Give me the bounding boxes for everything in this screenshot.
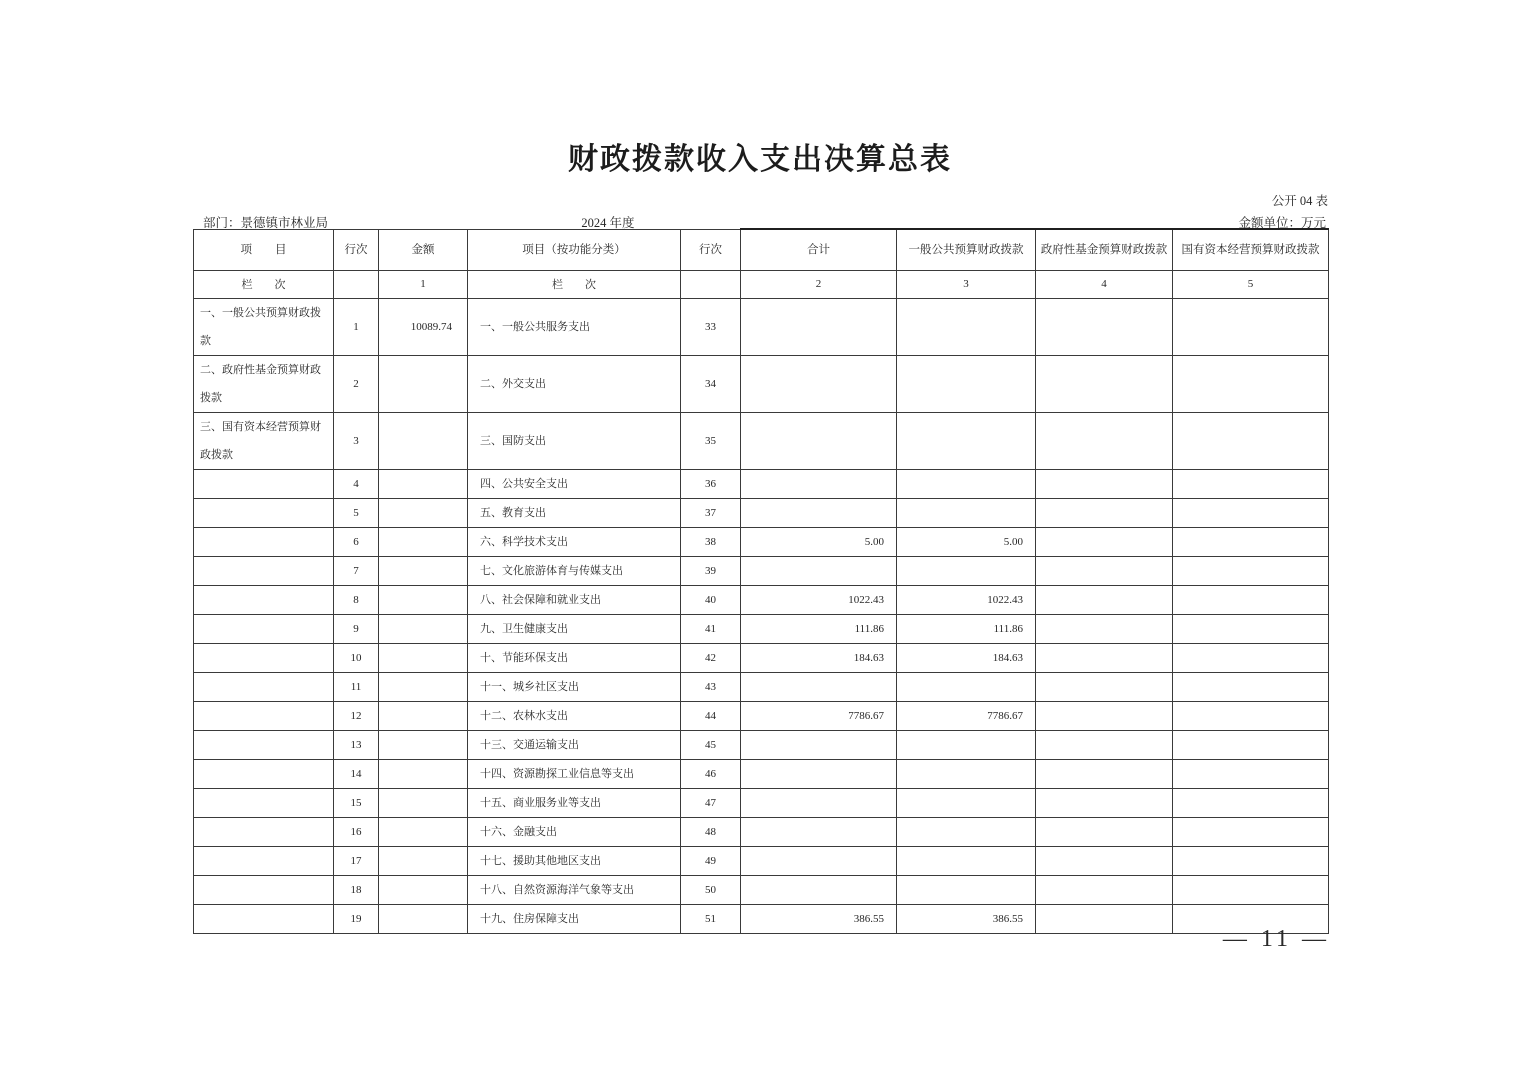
- cell-func-item: 十四、资源勘探工业信息等支出: [468, 759, 681, 788]
- table-row: [194, 469, 1329, 498]
- cell-func-item: 五、教育支出: [468, 498, 681, 527]
- cell-line: 18: [334, 875, 379, 904]
- table-row: [194, 817, 1329, 846]
- cell-line: 14: [334, 759, 379, 788]
- index-cell: 3: [897, 270, 1036, 298]
- cell-gov-fund: [1036, 556, 1173, 585]
- cell-total: [741, 556, 897, 585]
- index-cell: 栏 次: [468, 270, 681, 298]
- cell-amount: [379, 585, 468, 614]
- cell-line: 19: [334, 904, 379, 933]
- cell-item: [194, 759, 334, 788]
- table-row: [194, 846, 1329, 875]
- cell-func-item: 六、科学技术支出: [468, 527, 681, 556]
- cell-general: 111.86: [897, 614, 1036, 643]
- department-label: 部门：景德镇市林业局: [203, 216, 329, 230]
- cell-general: [897, 498, 1036, 527]
- cell-func-line: 43: [681, 672, 741, 701]
- table-row: [194, 412, 1329, 469]
- index-cell: [334, 270, 379, 298]
- cell-item: [194, 498, 334, 527]
- table-row: [194, 585, 1329, 614]
- cell-func-line: 35: [681, 412, 741, 469]
- cell-item: 三、国有资本经营预算财政拨款: [194, 412, 334, 469]
- cell-state-capital: [1173, 498, 1329, 527]
- cell-item: [194, 585, 334, 614]
- cell-general: [897, 556, 1036, 585]
- cell-amount: [379, 469, 468, 498]
- cell-func-line: 49: [681, 846, 741, 875]
- cell-gov-fund: [1036, 643, 1173, 672]
- cell-state-capital: [1173, 730, 1329, 759]
- table-row: [194, 498, 1329, 527]
- cell-item: [194, 672, 334, 701]
- cell-total: [741, 298, 897, 355]
- table-header-row: [194, 229, 1329, 270]
- cell-amount: [379, 759, 468, 788]
- cell-func-line: 38: [681, 527, 741, 556]
- table-row: [194, 672, 1329, 701]
- cell-func-item: 二、外交支出: [468, 355, 681, 412]
- cell-item: [194, 788, 334, 817]
- cell-total: 5.00: [741, 527, 897, 556]
- cell-total: 7786.67: [741, 701, 897, 730]
- cell-general: [897, 469, 1036, 498]
- cell-total: 184.63: [741, 643, 897, 672]
- cell-func-line: 41: [681, 614, 741, 643]
- cell-general: [897, 355, 1036, 412]
- cell-func-item: 十八、自然资源海洋气象等支出: [468, 875, 681, 904]
- cell-func-item: 十九、住房保障支出: [468, 904, 681, 933]
- cell-func-line: 34: [681, 355, 741, 412]
- cell-total: [741, 846, 897, 875]
- cell-gov-fund: [1036, 701, 1173, 730]
- cell-func-line: 40: [681, 585, 741, 614]
- col-header-amount: 金额: [379, 229, 468, 270]
- cell-func-item: 四、公共安全支出: [468, 469, 681, 498]
- cell-func-item: 十二、农林水支出: [468, 701, 681, 730]
- table-row: [194, 701, 1329, 730]
- page-title: 财政拨款收入支出决算总表: [568, 143, 952, 176]
- cell-gov-fund: [1036, 788, 1173, 817]
- cell-line: 10: [334, 643, 379, 672]
- cell-func-line: 36: [681, 469, 741, 498]
- cell-func-line: 50: [681, 875, 741, 904]
- cell-item: [194, 817, 334, 846]
- page-number: — 11 —: [1222, 926, 1330, 952]
- cell-line: 5: [334, 498, 379, 527]
- cell-item: [194, 701, 334, 730]
- cell-total: 111.86: [741, 614, 897, 643]
- cell-general: [897, 846, 1036, 875]
- cell-item: [194, 730, 334, 759]
- cell-item: [194, 846, 334, 875]
- cell-line: 7: [334, 556, 379, 585]
- cell-general: [897, 817, 1036, 846]
- cell-total: [741, 817, 897, 846]
- cell-func-item: 一、一般公共服务支出: [468, 298, 681, 355]
- cell-line: 3: [334, 412, 379, 469]
- cell-func-line: 48: [681, 817, 741, 846]
- cell-amount: [379, 875, 468, 904]
- cell-func-line: 33: [681, 298, 741, 355]
- cell-amount: [379, 614, 468, 643]
- cell-state-capital: [1173, 298, 1329, 355]
- table-row: [194, 527, 1329, 556]
- cell-func-line: 45: [681, 730, 741, 759]
- cell-state-capital: [1173, 759, 1329, 788]
- cell-amount: [379, 817, 468, 846]
- col-header-line-no-2: 行次: [681, 229, 741, 270]
- column-index-row: [194, 270, 1329, 298]
- cell-state-capital: [1173, 817, 1329, 846]
- cell-general: [897, 672, 1036, 701]
- table-code-label: 公开 04 表: [1271, 194, 1328, 208]
- cell-func-item: 十、节能环保支出: [468, 643, 681, 672]
- cell-total: 386.55: [741, 904, 897, 933]
- col-header-item: 项 目: [194, 229, 334, 270]
- fiscal-appropriation-table: [193, 228, 1329, 934]
- cell-amount: [379, 788, 468, 817]
- cell-func-line: 37: [681, 498, 741, 527]
- cell-state-capital: [1173, 527, 1329, 556]
- cell-state-capital: [1173, 412, 1329, 469]
- cell-general: 184.63: [897, 643, 1036, 672]
- cell-state-capital: [1173, 701, 1329, 730]
- cell-line: 4: [334, 469, 379, 498]
- cell-func-item: 十三、交通运输支出: [468, 730, 681, 759]
- cell-general: [897, 412, 1036, 469]
- cell-state-capital: [1173, 469, 1329, 498]
- cell-state-capital: [1173, 556, 1329, 585]
- cell-gov-fund: [1036, 469, 1173, 498]
- cell-amount: [379, 846, 468, 875]
- cell-func-item: 十五、商业服务业等支出: [468, 788, 681, 817]
- cell-general: 7786.67: [897, 701, 1036, 730]
- table-row: [194, 298, 1329, 355]
- cell-amount: [379, 701, 468, 730]
- cell-gov-fund: [1036, 846, 1173, 875]
- cell-gov-fund: [1036, 817, 1173, 846]
- index-cell: 栏 次: [194, 270, 334, 298]
- table-body: [194, 298, 1329, 933]
- cell-amount: [379, 498, 468, 527]
- cell-item: [194, 643, 334, 672]
- cell-gov-fund: [1036, 298, 1173, 355]
- cell-total: [741, 672, 897, 701]
- cell-func-item: 七、文化旅游体育与传媒支出: [468, 556, 681, 585]
- cell-amount: [379, 412, 468, 469]
- cell-general: [897, 788, 1036, 817]
- cell-gov-fund: [1036, 875, 1173, 904]
- index-cell: 2: [741, 270, 897, 298]
- cell-state-capital: [1173, 846, 1329, 875]
- cell-line: 17: [334, 846, 379, 875]
- cell-gov-fund: [1036, 730, 1173, 759]
- cell-state-capital: [1173, 672, 1329, 701]
- table-row: [194, 730, 1329, 759]
- cell-func-line: 39: [681, 556, 741, 585]
- cell-total: [741, 498, 897, 527]
- table-row: [194, 556, 1329, 585]
- cell-amount: [379, 355, 468, 412]
- index-cell: 5: [1173, 270, 1329, 298]
- cell-general: 5.00: [897, 527, 1036, 556]
- cell-state-capital: [1173, 614, 1329, 643]
- cell-state-capital: [1173, 875, 1329, 904]
- cell-item: 二、政府性基金预算财政拨款: [194, 355, 334, 412]
- cell-gov-fund: [1036, 527, 1173, 556]
- cell-total: [741, 412, 897, 469]
- cell-gov-fund: [1036, 614, 1173, 643]
- table-row: [194, 788, 1329, 817]
- cell-func-line: 42: [681, 643, 741, 672]
- table-row: [194, 875, 1329, 904]
- cell-amount: [379, 730, 468, 759]
- cell-line: 9: [334, 614, 379, 643]
- cell-general: [897, 730, 1036, 759]
- cell-func-item: 十六、金融支出: [468, 817, 681, 846]
- cell-state-capital: [1173, 355, 1329, 412]
- index-cell: 1: [379, 270, 468, 298]
- cell-amount: [379, 527, 468, 556]
- cell-line: 15: [334, 788, 379, 817]
- cell-general: [897, 298, 1036, 355]
- cell-general: [897, 875, 1036, 904]
- cell-item: [194, 469, 334, 498]
- cell-total: [741, 730, 897, 759]
- cell-item: [194, 527, 334, 556]
- cell-line: 1: [334, 298, 379, 355]
- table-row: [194, 643, 1329, 672]
- cell-state-capital: [1173, 643, 1329, 672]
- cell-line: 16: [334, 817, 379, 846]
- index-cell: 4: [1036, 270, 1173, 298]
- cell-line: 13: [334, 730, 379, 759]
- cell-total: [741, 788, 897, 817]
- cell-func-line: 47: [681, 788, 741, 817]
- cell-func-item: 八、社会保障和就业支出: [468, 585, 681, 614]
- cell-item: 一、一般公共预算财政拨款: [194, 298, 334, 355]
- amount-unit-label: 金额单位：万元: [1238, 216, 1326, 230]
- cell-func-item: 九、卫生健康支出: [468, 614, 681, 643]
- cell-state-capital: [1173, 585, 1329, 614]
- cell-gov-fund: [1036, 355, 1173, 412]
- cell-line: 11: [334, 672, 379, 701]
- cell-total: 1022.43: [741, 585, 897, 614]
- index-cell: [681, 270, 741, 298]
- cell-general: 386.55: [897, 904, 1036, 933]
- col-header-state-capital-budget: 国有资本经营预算财政拨款: [1173, 229, 1329, 270]
- fiscal-year-label: 2024 年度: [581, 216, 635, 230]
- cell-total: [741, 875, 897, 904]
- cell-total: [741, 355, 897, 412]
- cell-item: [194, 556, 334, 585]
- cell-gov-fund: [1036, 585, 1173, 614]
- col-header-gov-fund-budget: 政府性基金预算财政拨款: [1036, 229, 1173, 270]
- cell-state-capital: [1173, 788, 1329, 817]
- cell-gov-fund: [1036, 759, 1173, 788]
- cell-line: 12: [334, 701, 379, 730]
- cell-gov-fund: [1036, 498, 1173, 527]
- cell-line: 8: [334, 585, 379, 614]
- table-row: [194, 759, 1329, 788]
- cell-gov-fund: [1036, 672, 1173, 701]
- table-row: [194, 614, 1329, 643]
- cell-total: [741, 759, 897, 788]
- cell-amount: [379, 643, 468, 672]
- cell-amount: [379, 672, 468, 701]
- cell-func-item: 十一、城乡社区支出: [468, 672, 681, 701]
- cell-func-line: 51: [681, 904, 741, 933]
- cell-func-line: 46: [681, 759, 741, 788]
- table-row: [194, 355, 1329, 412]
- cell-amount: 10089.74: [379, 298, 468, 355]
- cell-item: [194, 875, 334, 904]
- cell-general: [897, 759, 1036, 788]
- cell-func-line: 44: [681, 701, 741, 730]
- cell-amount: [379, 556, 468, 585]
- cell-line: 6: [334, 527, 379, 556]
- col-header-line-no: 行次: [334, 229, 379, 270]
- cell-line: 2: [334, 355, 379, 412]
- cell-general: 1022.43: [897, 585, 1036, 614]
- cell-item: [194, 614, 334, 643]
- col-header-general-public-budget: 一般公共预算财政拨款: [897, 229, 1036, 270]
- cell-func-item: 十七、援助其他地区支出: [468, 846, 681, 875]
- cell-gov-fund: [1036, 412, 1173, 469]
- col-header-total: 合计: [741, 229, 897, 270]
- cell-total: [741, 469, 897, 498]
- cell-func-item: 三、国防支出: [468, 412, 681, 469]
- col-header-item-by-function: 项目（按功能分类）: [468, 229, 681, 270]
